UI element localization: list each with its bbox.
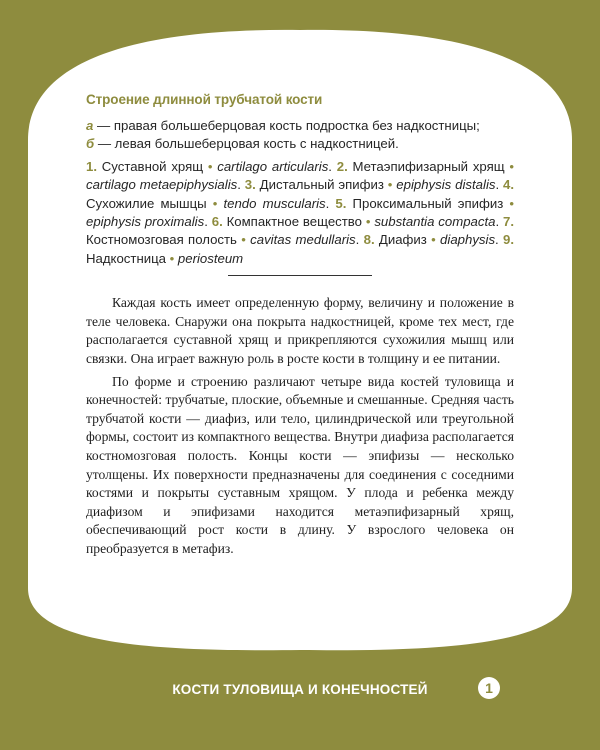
caption-item: 9. Надкостница • periosteum [86, 232, 515, 266]
caption-item: 2. Метаэпифизарный хрящ • cartilago metaepiphysialis. [86, 158, 514, 193]
caption-item: 8. Диафиз • diaphysis. [363, 232, 504, 248]
content-area [86, 92, 514, 563]
caption-item: 6. Компактное вещество • substantia compacta. [211, 214, 504, 230]
body-text [86, 294, 514, 558]
caption-divider [228, 275, 372, 276]
caption-item: 3. Дистальный эпифиз • epiphysis distalis. [244, 177, 504, 193]
caption-item: 5. Проксимальный эпифиз • epiphysis proximalis. [86, 195, 514, 230]
caption-item: 7. Костномозговая полость • cavitas medullaris. [86, 214, 515, 248]
figure-legend [86, 117, 514, 154]
paragraph: По форме и строению различают четыре вида костей туловища и конечностей: трубчатые, плоские, объемные и смешанные. Средняя часть трубчатой кости — диафиз, или тело, цилиндрической или треугольной формы, состоит из компактного вещества. Внутри диафиза располагается костномозговая полость. Концы кости — эпифизы — несколько утолщены. Их поверхности предназначены для соединения с соседними костями и покрыты суставным хрящом. У плода и ребенка между диафизом и эпифизами находится метаэпифизарный хрящ, обеспечивающий рост кости в длину. У взрослого человека он преобразуется в метафиз. [86, 373, 514, 556]
legend-line-b: б — левая большеберцовая кость с надкостницей. [86, 136, 399, 152]
caption-item: 1. Суставной хрящ • cartilago articularis. [86, 158, 337, 174]
section-title: КОСТИ ТУЛОВИЩА И КОНЕЧНОСТЕЙ [172, 682, 428, 697]
paragraph: Каждая кость имеет определенную форму, величину и положение в теле человека. Снаружи она покрыта надкостницей, кроме тех мест, где располагается суставной хрящ и прикрепляются сухожилия мышц или связки. Она играет важную роль в росте кости в толщину и ее питании. [86, 295, 514, 367]
caption-item: 4. Сухожилие мышцы • tendo muscularis. [86, 177, 515, 211]
caption-item-list [86, 158, 514, 268]
caption-title: Строение длинной трубчатой кости [86, 92, 323, 107]
legend-line-a: а — правая большеберцовая кость подростка без надкостницы; [86, 118, 480, 133]
page-number-badge: 1 [478, 677, 500, 699]
